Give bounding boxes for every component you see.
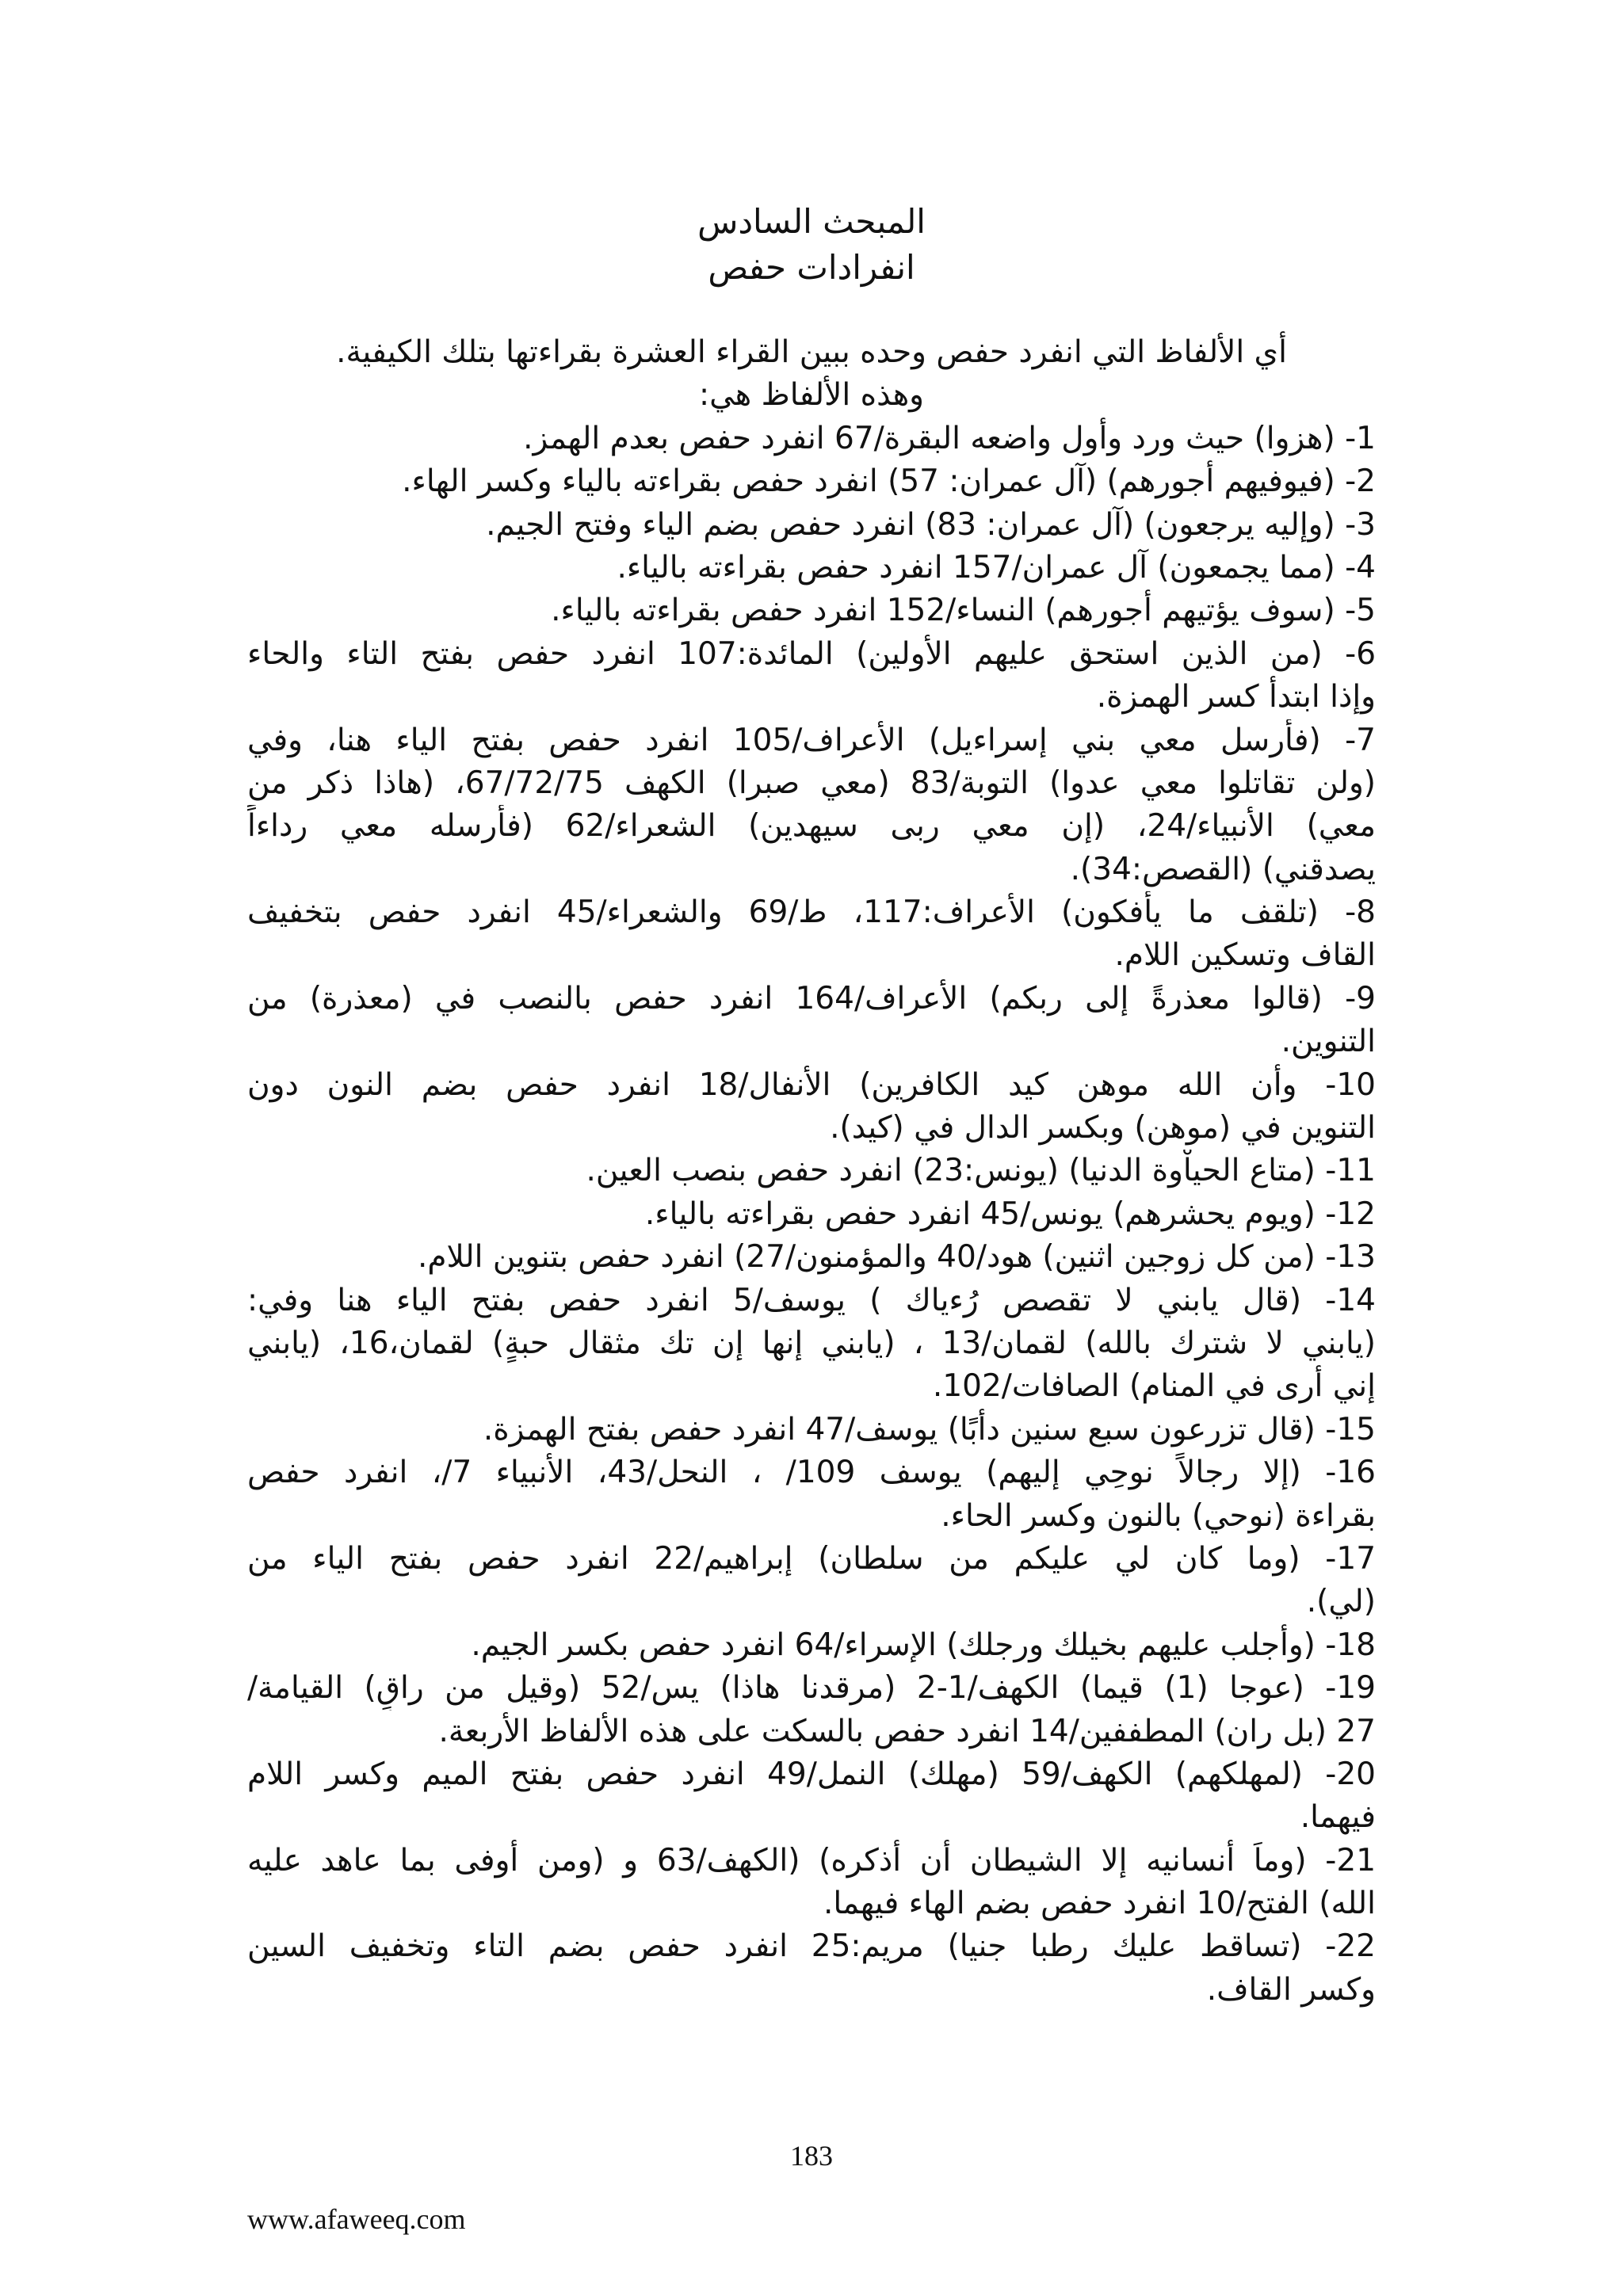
- text-line: 7- (فأرسل معي بني إسراءيل) الأعراف/105 انفرد حفص بفتح الياء هنا، وفي: [247, 722, 1376, 758]
- section-title: المبحث السادس: [697, 202, 926, 241]
- text-line: 12- (ويوم يحشرهم) يونس/45 انفرد حفص بقراءته بالياء.: [644, 1196, 1376, 1232]
- text-line: وهذه الألفاظ هي:: [699, 377, 924, 414]
- text-line: (يابني لا شترك بالله) لقمان/13 ، (يابني إنها إن تك مثقال حبةٍ) لقمان،16، (يابني: [247, 1325, 1376, 1361]
- text-line: 13- (من كل زوجين اثنين) هود/40 والمؤمنون/27) انفرد حفص بتنوين اللام.: [417, 1239, 1376, 1276]
- text-line: 20- (لمهلكهم) الكهف/59 (مهلك) النمل/49 انفرد حفص بفتح الميم وكسر اللام: [247, 1756, 1376, 1792]
- text-line: التنوين.: [1281, 1024, 1376, 1060]
- text-line: بقراءة (نوحي) بالنون وكسر الحاء.: [941, 1497, 1376, 1534]
- text-line: 14- (قال يابني لا تقصص رُءياك ) يوسف/5 انفرد حفص بفتح الياء هنا وفي:: [247, 1282, 1376, 1318]
- text-line: التنوين في (موهن) وبكسر الدال في (كيد).: [830, 1110, 1376, 1146]
- text-line: القاف وتسكين اللام.: [1114, 937, 1376, 974]
- page-number: 183: [790, 2140, 833, 2172]
- text-line: وإذا ابتدأ كسر الهمزة.: [1096, 679, 1376, 715]
- text-line: فيهما.: [1300, 1799, 1376, 1836]
- text-line: 6- (من الذين استحق عليهم الأولين) المائدة:107 انفرد حفص بفتح التاء والحاء: [247, 635, 1376, 672]
- text-line: 1- (هزوا) حيث ورد وأول واضعه البقرة/67 انفرد حفص بعدم الهمز.: [523, 420, 1376, 456]
- text-line: أي الألفاظ التي انفرد حفص وحده ببين القراء العشرة بقراءتها بتلك الكيفية.: [336, 334, 1287, 370]
- text-line: (لي).: [1306, 1584, 1376, 1620]
- text-line: 27 (بل ران) المطففين/14 انفرد حفص بالسكت على هذه الألفاظ الأربعة.: [438, 1713, 1376, 1749]
- text-line: 15- (قال تزرعون سبع سنين دأبًا) يوسف/47 انفرد حفص بفتح الهمزة.: [483, 1411, 1376, 1447]
- footer-url: www.afaweeq.com: [247, 2203, 466, 2235]
- text-line: 16- (إلا رجالاً نوحِي إليهم) يوسف 109/ ، النحل/43، الأنبياء 7/، انفرد حفص: [247, 1455, 1376, 1491]
- text-line: 17- (وما كان لي عليكم من سلطان) إبراهيم/22 انفرد حفص بفتح الياء من: [247, 1540, 1376, 1577]
- text-line: وكسر القاف.: [1206, 1971, 1376, 2008]
- text-line: 19- (عوجا (1) قيما) الكهف/1-2 (مرقدنا هاذا) يس/52 (وقيل من راقٍ) القيامة/: [247, 1670, 1376, 1707]
- text-line: 9- (قالوا معذرةً إلى ربكم) الأعراف/164 انفرد حفص بالنصب في (معذرة) من: [247, 980, 1376, 1016]
- text-line: (ولن تقاتلوا معي عدوا) التوبة/83 (معي صبرا) الكهف 67/72/75، (هاذا ذكر من: [247, 765, 1376, 801]
- text-line: الله) الفتح/10 انفرد حفص بضم الهاء فيهما.: [823, 1886, 1376, 1922]
- text-line: 4- (مما يجمعون) آل عمران/157 انفرد حفص بقراءته بالياء.: [617, 549, 1376, 585]
- section-subtitle: انفرادات حفص: [708, 248, 915, 287]
- text-line: 2- (فيوفيهم أجورهم) (آل عمران: 57) انفرد حفص بقراءته بالياء وكسر الهاء.: [402, 463, 1376, 500]
- text-line: 11- (متاع الحياْوة الدنيا) (يونس:23) انفرد حفص بنصب العين.: [586, 1153, 1376, 1189]
- text-line: 18- (وأجلب عليهم بخيلك ورجلك) الإسراء/64 انفرد حفص بكسر الجيم.: [471, 1627, 1376, 1663]
- text-line: 21- (وماَ أنسانيه إلا الشيطان أن أذكره) (الكهف/63 و (ومن أوفى بما عاهد عليه: [247, 1842, 1376, 1878]
- text-line: يصدقني) (القصص:34).: [1070, 851, 1376, 887]
- body-text: [247, 331, 1376, 2012]
- text-line: 5- (سوف يؤتيهم أجورهم) النساء/152 انفرد حفص بقراءته بالياء.: [551, 593, 1376, 629]
- text-line: 3- (وإليه يرجعون) (آل عمران: 83) انفرد حفص بضم الياء وفتح الجيم.: [486, 506, 1376, 543]
- text-line: 22- (تساقط عليك رطبا جنيا) مريم:25 انفرد حفص بضم التاء وتخفيف السين: [247, 1928, 1376, 1965]
- text-line: 8- (تلقف ما يأفكون) الأعراف:117، ط/69 والشعراء/45 انفرد حفص بتخفيف: [247, 894, 1376, 931]
- text-line: إني أرى في المنام) الصافات/102.: [932, 1368, 1376, 1405]
- text-line: 10- وأن الله موهن كيد الكافرين) الأنفال/18 انفرد حفص بضم النون دون: [247, 1066, 1376, 1103]
- text-line: معي) الأنبياء/24، (إن معي ربى سيهدين) الشعراء/62 (فأرسله معي رداءاً: [247, 808, 1376, 845]
